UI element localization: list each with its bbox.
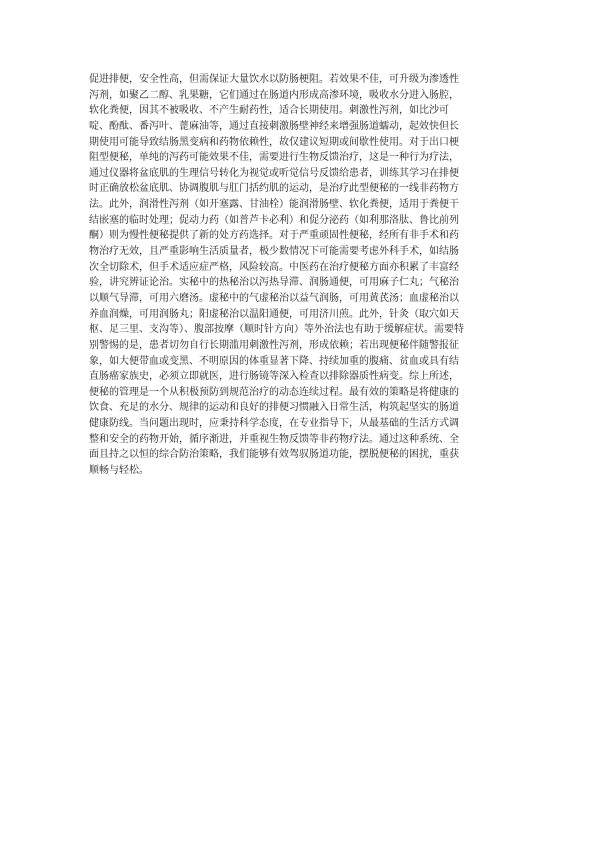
text-line: 酮）则为慢性便秘提供了新的处方药选择。对于严重顽固性便秘，经所有非手术和药 (89, 230, 459, 242)
text-line: 健康防线。当问题出现时，应秉持科学态度，在专业指导下，从最基础的生活方式调 (89, 418, 459, 430)
text-line: 以顺气导滞，可用六磨汤。虚秘中的气虚秘治以益气润肠，可用黄芪汤；血虚秘治以 (89, 292, 459, 304)
text-line: 顺畅与轻松。 (89, 465, 149, 477)
text-line: 象，如大便带血或变黑、不明原因的体重显著下降、持续加重的腹痛、贫血或具有结 (89, 355, 459, 367)
text-line: 便秘的管理是一个从积极预防到规范治疗的动态连续过程。最有效的策略是将健康的 (89, 386, 459, 398)
text-line: 软化粪便，因其不被吸收、不产生耐药性，适合长期使用。刺激性泻剂，如比沙可 (89, 105, 449, 117)
body-paragraph (89, 72, 507, 479)
text-line: 法。此外，润滑性泻剂（如开塞露、甘油栓）能润滑肠壁、软化粪便，适用于粪便干 (89, 199, 459, 211)
text-line: 枢、足三里、支沟等）、腹部按摩（顺时针方向）等外治法也有助于缓解症状。需要特 (89, 324, 464, 336)
text-line: 验，讲究辨证论治。实秘中的热秘治以泻热导滞、润肠通便，可用麻子仁丸；气秘治 (89, 277, 459, 289)
text-line: 结嵌塞的临时处理；促动力药（如普芦卡必利）和促分泌药（如利那洛肽、鲁比前列 (89, 214, 459, 226)
text-line: 整和安全的药物开始，循序渐进，并重视生物反馈等非药物疗法。通过这种系统、全 (89, 433, 459, 445)
text-line: 物治疗无效，且严重影响生活质量者，极少数情况下可能需要考虑外科手术，如结肠 (89, 246, 459, 258)
text-line: 次全切除术，但手术适应症严格，风险较高。中医药在治疗便秘方面亦积累了丰富经 (89, 261, 459, 273)
text-line: 直肠癌家族史，必须立即就医，进行肠镜等深入检查以排除器质性病变。综上所述， (89, 371, 459, 383)
text-line: 别警惕的是，患者切勿自行长期滥用刺激性泻剂，形成依赖；若出现便秘伴随警报征 (89, 339, 459, 351)
text-line: 养血润燥，可用润肠丸；阳虚秘治以温阳通便，可用济川煎。此外，针灸（取穴如天 (89, 308, 459, 320)
text-line: 啶、酚酞、番泻叶、蓖麻油等，通过直接刺激肠壁神经来增强肠道蠕动，起效快但长 (89, 120, 459, 132)
text-line: 期使用可能导致结肠黑变病和药物依赖性，故仅建议短期或间歇性使用。对于出口梗 (89, 136, 459, 148)
text-line: 促进排便，安全性高，但需保证大量饮水以防肠梗阻。若效果不佳，可升级为渗透性 (89, 74, 459, 85)
text-line: 饮食、充足的水分、规律的运动和良好的排便习惯融入日常生活，构筑起坚实的肠道 (89, 402, 459, 414)
text-line: 时正确放松盆底肌、协调腹肌与肛门括约肌的运动，是治疗此型便秘的一线非药物方 (89, 183, 459, 195)
text-line: 面且持之以恒的综合防治策略，我们能够有效驾驭肠道功能，摆脱便秘的困扰，重获 (89, 449, 459, 461)
text-line: 通过仪器将盆底肌的生理信号转化为视觉或听觉信号反馈给患者，训练其学习在排便 (89, 167, 459, 179)
text-line: 泻剂，如聚乙二醇、乳果糖，它们通过在肠道内形成高渗环境，吸收水分进入肠腔， (89, 89, 459, 101)
text-line: 阻型便秘，单纯的泻药可能效果不佳，需要进行生物反馈治疗，这是一种行为疗法， (89, 152, 459, 164)
